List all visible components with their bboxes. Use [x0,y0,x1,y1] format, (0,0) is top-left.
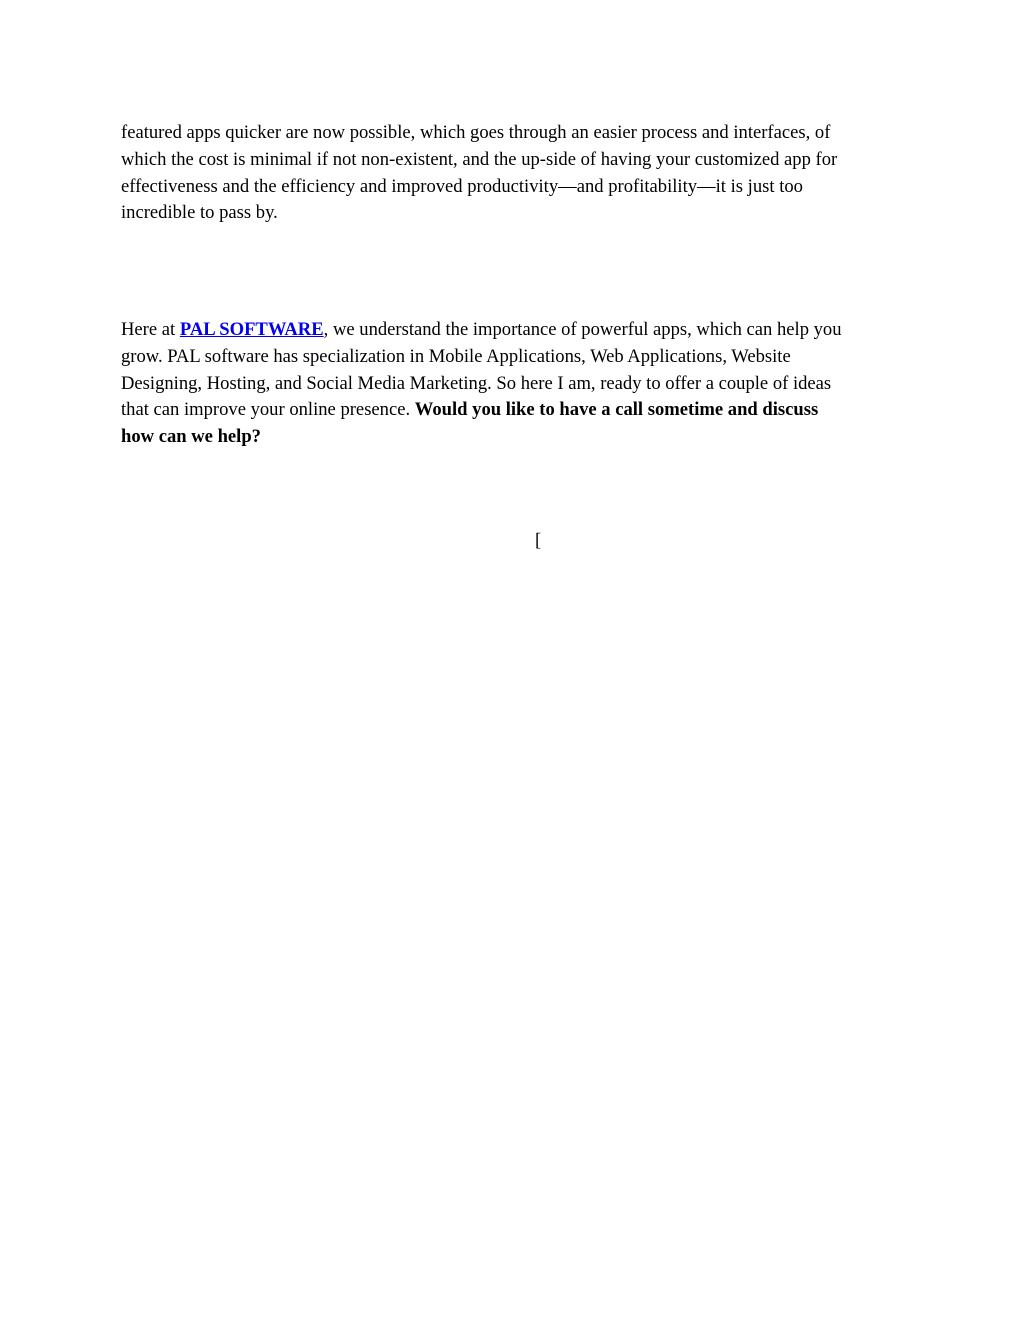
call-to-action-text: Would you like to have a call sometime and discuss [414,399,819,421]
paragraph-line: effectiveness and the efficiency and improved productivity—and profitability—it is just too [121,175,803,197]
line-rest: , we understand the importance of powerful apps, which can help you [323,319,842,340]
pal-software-link[interactable]: PAL SOFTWARE [179,319,324,340]
company-paragraph [121,317,911,451]
stray-bracket: [ [535,530,542,551]
paragraph-line [121,317,911,344]
paragraph-line [121,397,911,424]
call-to-action-text-end: how can we help? [121,426,261,448]
line-prefix: Here at [121,319,180,340]
paragraph-line: incredible to pass by. [121,202,278,224]
paragraph-line: featured apps quicker are now possible, which goes through an easier process and interfaces, of [121,122,831,143]
paragraph-line: which the cost is minimal if not non-existent, and the up-side of having your customized app for [121,148,838,170]
paragraph-line: Designing, Hosting, and Social Media Marketing. So here I am, ready to offer a couple of ideas [121,372,832,394]
paragraph-line: grow. PAL software has specialization in Mobile Applications, Web Applications, Website [121,345,791,367]
line-plain: that can improve your online presence. [121,399,415,421]
intro-paragraph [121,120,911,227]
